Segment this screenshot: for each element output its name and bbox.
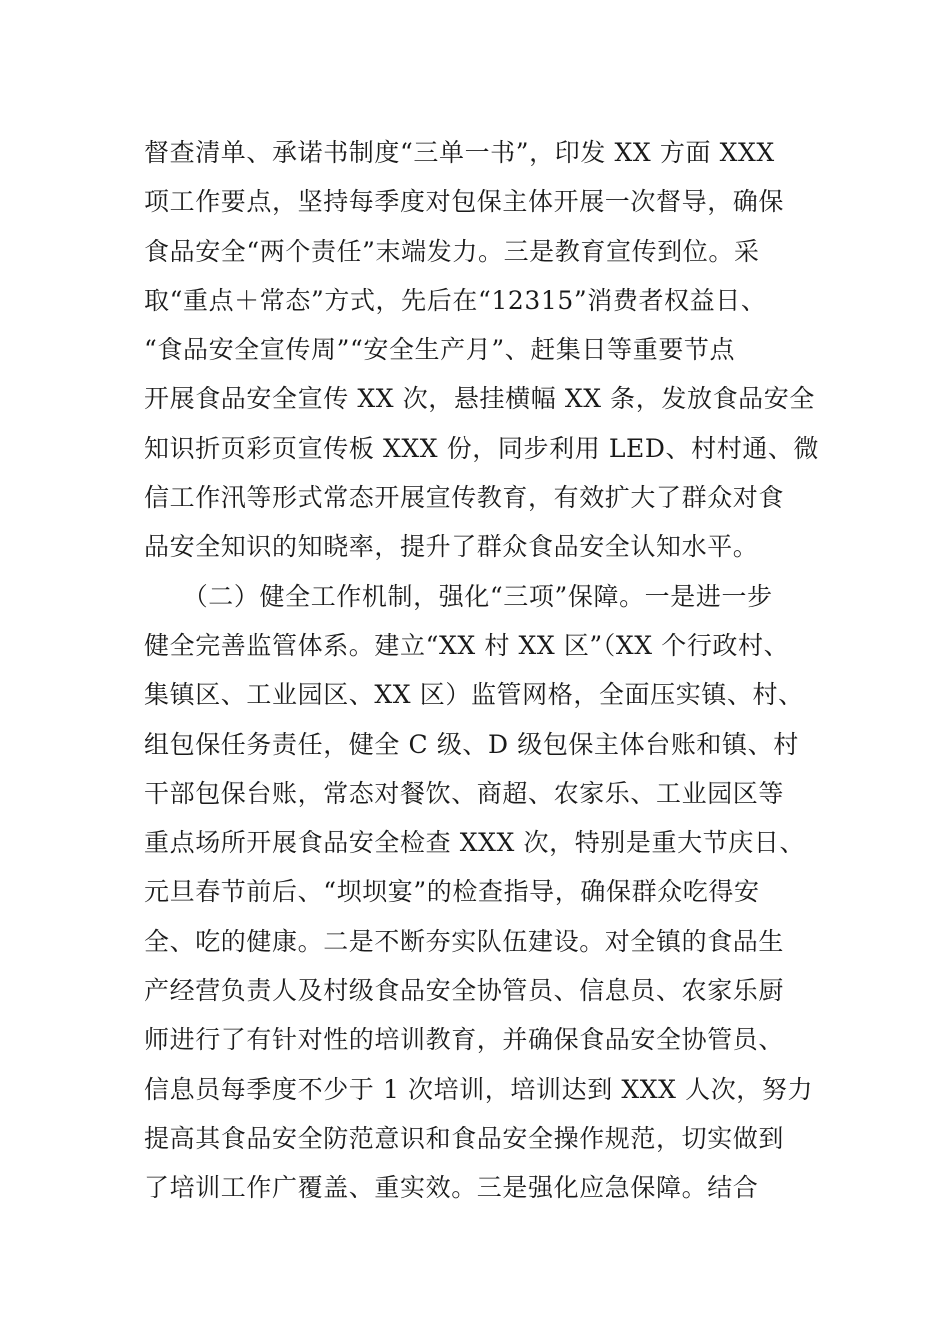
paragraph-start-line: （二）健全工作机制，强化“三项”保障。一是进一步 [144,581,773,611]
text-line: 开展食品安全宣传 XX 次，悬挂横幅 XX 条，发放食品安全 [144,384,815,414]
text-line: 信工作汛等形式常态开展宣传教育，有效扩大了群众对食 [144,483,785,513]
text-line: 提高其食品安全防范意识和食品安全操作规范，切实做到 [144,1123,785,1153]
text-line: 食品安全“两个责任”末端发力。三是教育宣传到位。采 [144,236,760,266]
text-line: 知识折页彩页宣传板 XXX 份，同步利用 LED、村村通、微 [144,433,820,463]
text-line: 元旦春节前后、“坝坝宴”的检查指导，确保群众吃得安 [144,877,760,907]
text-line: 师进行了有针对性的培训教育，并确保食品安全协管员、 [144,1025,785,1055]
text-line: 了培训工作广覆盖、重实效。三是强化应急保障。结合 [144,1173,759,1203]
text-line: 信息员每季度不少于 1 次培训，培训达到 XXX 人次，努力 [144,1074,814,1104]
text-line: 全、吃的健康。二是不断夯实队伍建设。对全镇的食品生 [144,926,785,956]
text-line: 健全完善监管体系。建立“XX 村 XX 区”（XX 个行政村、 [144,630,790,660]
text-line: “食品安全宣传周”“安全生产月”、赶集日等重要节点 [144,335,736,365]
text-line: 组包保任务责任，健全 C 级、D 级包保主体台账和镇、村 [144,729,799,759]
text-line: 重点场所开展食品安全检查 XXX 次，特别是重大节庆日、 [144,828,806,858]
text-line: 品安全知识的知晓率，提升了群众食品安全认知水平。 [144,532,759,562]
text-line: 督查清单、承诺书制度“三单一书”，印发 XX 方面 XXX [144,138,775,167]
text-line: 项工作要点，坚持每季度对包保主体开展一次督导，确保 [144,187,785,217]
body-text [144,128,824,1213]
text-line: 取“重点＋常态”方式，先后在“12315”消费者权益日、 [144,285,767,315]
text-line: 干部包保台账，常态对餐饮、商超、农家乐、工业园区等 [144,778,785,808]
text-line: 产经营负责人及村级食品安全协管员、信息员、农家乐厨 [144,976,785,1006]
text-line: 集镇区、工业园区、XX 区）监管网格，全面压实镇、村、 [144,680,804,710]
